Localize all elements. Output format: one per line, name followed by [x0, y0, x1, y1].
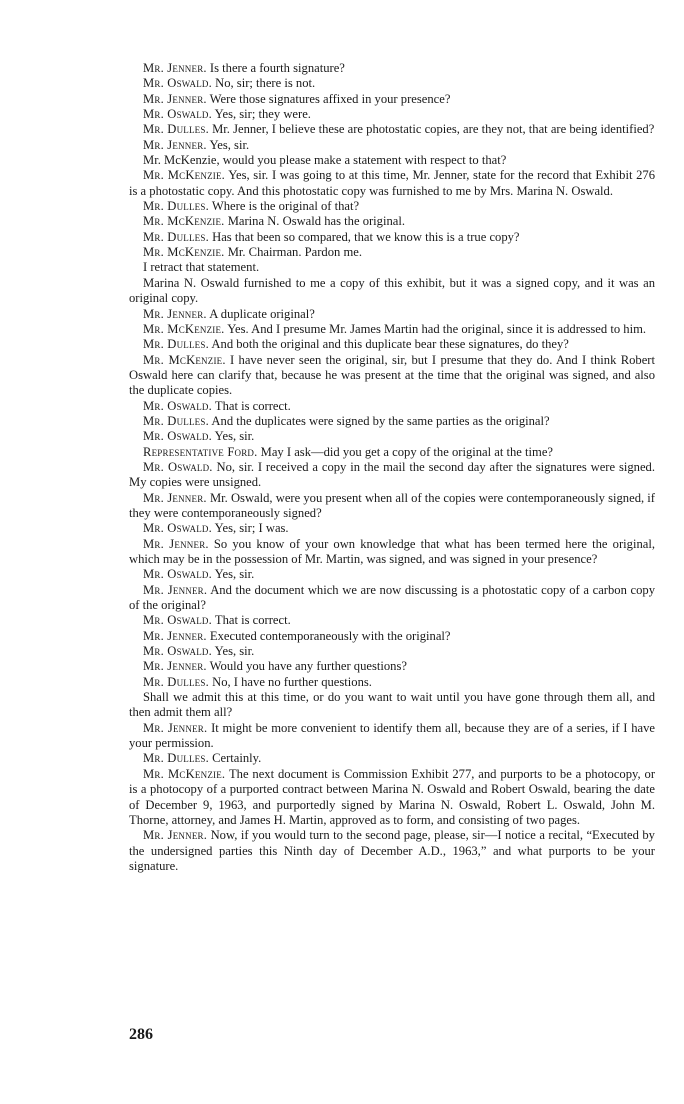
- paragraph-text: May I ask—did you get a copy of the original at the time?: [260, 444, 554, 459]
- paragraph-text: So you know of your own knowledge that what has been termed here the original, which may be in the possession of Mr. Martin, was signed, and was signed in your presence?: [129, 536, 655, 566]
- speaker-name: Mr. Oswald.: [143, 398, 212, 413]
- transcript-body: [129, 61, 655, 874]
- paragraph: [129, 107, 655, 122]
- paragraph: [129, 307, 655, 322]
- paragraph: [129, 644, 655, 659]
- speaker-name: Mr. McKenzie.: [143, 168, 226, 183]
- speaker-name: Mr. Dulles.: [143, 122, 209, 137]
- speaker-name: Mr. Oswald.: [143, 107, 212, 122]
- paragraph: [129, 276, 655, 307]
- speaker-name: Mr. McKenzie.: [143, 766, 226, 781]
- speaker-name: Mr. Jenner.: [143, 137, 207, 152]
- paragraph-text: Mr. Jenner, I believe these are photostatic copies, are they not, that are being identified?: [212, 122, 655, 137]
- speaker-name: Mr. McKenzie.: [143, 245, 225, 260]
- speaker-name: Mr. Dulles.: [143, 229, 209, 244]
- speaker-name: Mr. Jenner.: [143, 306, 207, 321]
- paragraph: [129, 721, 655, 752]
- paragraph: [129, 214, 655, 229]
- speaker-name: Mr. Jenner.: [143, 61, 207, 75]
- paragraph-text: Marina N. Oswald has the original.: [227, 214, 406, 229]
- paragraph-text: Mr. Chairman. Pardon me.: [227, 245, 362, 260]
- paragraph: [129, 537, 655, 568]
- paragraph: [129, 828, 655, 874]
- paragraph: [129, 491, 655, 522]
- paragraph-text: I retract that statement.: [143, 260, 260, 275]
- paragraph-text: No, sir; there is not.: [215, 76, 316, 91]
- paragraph: [129, 414, 655, 429]
- paragraph-text: Is there a fourth signature?: [209, 61, 345, 75]
- speaker-name: Mr. Oswald.: [143, 521, 212, 536]
- paragraph-text: Yes, sir.: [214, 644, 255, 659]
- paragraph-text: Yes, sir.: [214, 567, 255, 582]
- paragraph-text: A duplicate original?: [209, 306, 315, 321]
- speaker-name: Mr. McKenzie.: [143, 352, 226, 367]
- speaker-name: Mr. Jenner.: [143, 91, 207, 106]
- speaker-name: Mr. Dulles.: [143, 413, 209, 428]
- paragraph-text: Shall we admit this at this time, or do you want to wait until you have gone through them all, and then admit them all?: [129, 690, 655, 720]
- paragraph-text: It might be more convenient to identify them all, because they are of a series, if I have your permission.: [129, 720, 655, 751]
- paragraph: [129, 322, 655, 337]
- paragraph: [129, 153, 655, 168]
- paragraph: [129, 613, 655, 628]
- paragraph: [129, 659, 655, 674]
- paragraph-text: Where is the original of that?: [211, 199, 360, 214]
- page-number: 286: [129, 1026, 153, 1043]
- paragraph-text: Yes, sir.: [214, 429, 255, 444]
- paragraph: [129, 353, 655, 399]
- speaker-name: Mr. Jenner.: [143, 582, 208, 597]
- speaker-name: Mr. Oswald.: [143, 567, 212, 582]
- paragraph: [129, 245, 655, 260]
- paragraph: [129, 168, 655, 199]
- paragraph: [129, 92, 655, 107]
- paragraph: [129, 567, 655, 582]
- paragraph: [129, 767, 655, 828]
- paragraph: [129, 230, 655, 245]
- speaker-name: Mr. Jenner.: [143, 828, 208, 843]
- paragraph: [129, 122, 655, 137]
- paragraph: [129, 751, 655, 766]
- paragraph: [129, 399, 655, 414]
- paragraph: [129, 138, 655, 153]
- speaker-name: Representative Ford.: [143, 444, 258, 459]
- paragraph-text: No, sir. I received a copy in the mail the second day after the signatures were signed. My copies were unsigned.: [129, 459, 655, 490]
- paragraph-text: Certainly.: [212, 751, 262, 766]
- paragraph-text: Mr. McKenzie, would you please make a statement with respect to that?: [143, 153, 507, 168]
- paragraph-text: Executed contemporaneously with the original?: [209, 628, 451, 643]
- speaker-name: Mr. McKenzie.: [143, 321, 225, 336]
- paragraph: [129, 460, 655, 491]
- speaker-name: Mr. Dulles.: [143, 751, 209, 766]
- paragraph-text: That is correct.: [214, 398, 291, 413]
- speaker-name: Mr. Dulles.: [143, 337, 209, 352]
- paragraph-text: The next document is Commission Exhibit 277, and purports to be a photocopy, or is a photocopy of a purported contract between Marina N. Oswald and Robert Oswald, bearing the date of December 9, 1963, and purportedly signed by Marina N. Oswald, Robert L. Oswald, John M. Thorne, attorney, and James H. Martin, approved as to form, and consisting of two pages.: [129, 766, 656, 827]
- paragraph: [129, 583, 655, 614]
- paragraph-text: Were those signatures affixed in your presence?: [209, 91, 451, 106]
- paragraph: [129, 445, 655, 460]
- paragraph: [129, 260, 655, 275]
- paragraph-text: Mr. Oswald, were you present when all of the copies were contemporaneously signed, if they were contemporaneously signed?: [129, 490, 655, 520]
- speaker-name: Mr. Oswald.: [143, 76, 212, 91]
- paragraph: [129, 76, 655, 91]
- speaker-name: Mr. McKenzie.: [143, 214, 225, 229]
- paragraph-text: I have never seen the original, sir, but I presume that they do. And I think Robert Oswald here can clarify that, because he was present at the time that the original was signed, and also the duplicate copies.: [129, 352, 655, 398]
- paragraph: [129, 337, 655, 352]
- speaker-name: Mr. Jenner.: [143, 628, 207, 643]
- paragraph-text: No, I have no further questions.: [212, 674, 372, 689]
- speaker-name: Mr. Oswald.: [143, 459, 213, 474]
- paragraph-text: And both the original and this duplicate bear these signatures, do they?: [211, 337, 569, 352]
- paragraph: [129, 675, 655, 690]
- paragraph: [129, 429, 655, 444]
- paragraph: [129, 629, 655, 644]
- paragraph-text: And the duplicates were signed by the same parties as the original?: [211, 413, 550, 428]
- speaker-name: Mr. Oswald.: [143, 644, 212, 659]
- speaker-name: Mr. Jenner.: [143, 720, 208, 735]
- paragraph-text: Yes, sir.: [209, 137, 250, 152]
- speaker-name: Mr. Jenner.: [143, 490, 207, 505]
- paragraph-text: Yes, sir. I was going to at this time, Mr. Jenner, state for the record that Exhibit 276 is a photostatic copy. And this photostatic copy was furnished to me by Mrs. Marina N. Oswald.: [129, 168, 655, 198]
- paragraph-text: Would you have any further questions?: [209, 659, 407, 674]
- paragraph: [129, 690, 655, 721]
- paragraph: [129, 199, 655, 214]
- paragraph-text: Yes, sir; I was.: [214, 521, 289, 536]
- speaker-name: Mr. Oswald.: [143, 429, 212, 444]
- speaker-name: Mr. Oswald.: [143, 613, 212, 628]
- paragraph-text: Has that been so compared, that we know this is a true copy?: [212, 229, 520, 244]
- paragraph-text: Now, if you would turn to the second page, please, sir—I notice a recital, “Executed by the undersigned parties this Ninth day of December A.D., 1963,” and what purports to be your signature.: [129, 828, 655, 873]
- speaker-name: Mr. Dulles.: [143, 199, 209, 214]
- paragraph-text: Yes, sir; they were.: [214, 107, 311, 122]
- speaker-name: Mr. Jenner.: [143, 659, 207, 674]
- speaker-name: Mr. Dulles.: [143, 674, 209, 689]
- paragraph-text: Yes. And I presume Mr. James Martin had the original, since it is addressed to him.: [227, 321, 647, 336]
- speaker-name: Mr. Jenner.: [143, 536, 209, 551]
- paragraph-text: And the document which we are now discussing is a photostatic copy of a carbon copy of the original?: [129, 582, 655, 613]
- paragraph: [129, 521, 655, 536]
- paragraph-text: That is correct.: [214, 613, 291, 628]
- paragraph-text: Marina N. Oswald furnished to me a copy of this exhibit, but it was a signed copy, and it was an original copy.: [129, 275, 655, 306]
- paragraph: [129, 61, 655, 76]
